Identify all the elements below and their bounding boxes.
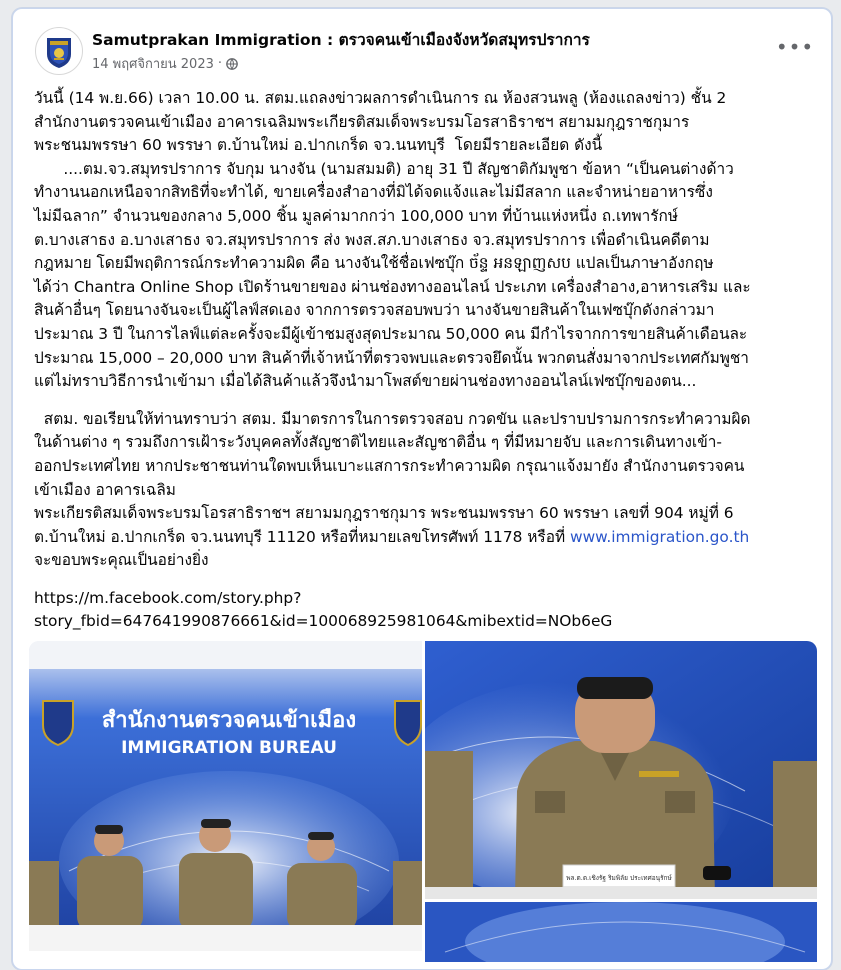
immigration-badge-icon [36, 28, 82, 74]
backdrop-title-th: สำนักงานตรวจคนเข้าเมือง [101, 708, 357, 733]
post-paragraph-1: วันนี้ (14 พ.ย.66) เวลา 10.00 น. สตม.แถลงข่าวผลการดำเนินการ ณ ห้องสวนพลู (ห้องแถลงข่าว) ชั้น 2 สำนักงานตรวจคนเข้าเมือง อาคารเฉลิมพระเกียรติสมเด็จพระบรมโอรสาธิราชฯ สยามมกุฎราชกุมาร พระชนมพรรษา 60 พรรษา ต.บ้านใหม่ อ.ปากเกร็ด จว.นนทบุรี โดยมีรายละเอียด ดังนี้ ....ตม.จว.สมุทรปราการ จับกุม นางจัน (นามสมมติ) อายุ 31 ปี สัญชาติกัมพูชา ข้อหา “เป็นคนต่างด้าว ทำงานนอกเหนือจากสิทธิที่จะทำได้, ขายเครื่องสำอางที่มิได้จดแจ้งและไม่มีสลาก และจำหน่ายอาหารซึ่ง ไม่มีฉลาก” จำนวนของกลาง 5,000 ชิ้น มูลค่ามากกว่า 100,000 บาท ที่บ้านแห่งหนึ่ง ถ.เทพารักษ์ ต.บางเสาธง อ.บางเสาธง จว.สมุทรปราการ ส่ง พงส.สภ.บางเสาธง จว.สมุทรปราการ เพื่อดำเนินคดีตาม กฎหมาย โดยมีพฤติการณ์กระทำความผิด คือ นางจันใช้ชื่อเฟซบุ๊ก ច័ន្ទ អនឡាញសប แปลเป็นภาษาอังกฤษ ได้ว่า Chantra Online Shop เปิดร้านขายของ ผ่านช่องทางออนไลน์ ประเภท เครื่องสำอาง,อาหารเสริม และ สินค้าอื่นๆ โดยนางจันจะเป็นผู้ไลฟ์สดเอง จากการตรวจสอบพบว่า นางจันขายสินค้าในเฟซบุ๊กดังกล่าวมา ประมาณ 3 ปี ในการไลฟ์แต่ละครั้งจะมีผู้เข้าชมสูงสุดประมาณ 50,000 คน มีกำไรจากการขายสินค้าเดือนละ ประมาณ 15,000 – 20,000 บาท สินค้าที่เจ้าหน้าที่ตรวจพบและตรวจยึดนั้น พวกตนสั่งมาจากประเทศกัมพูชา แต่ไม่ทราบวิธีการนำเข้ามา เมื่อได้สินค้าแล้วจึงนำมาโพสต์ขายผ่านช่องทางออนไลน์เฟซบุ๊กของตน... [34, 89, 751, 391]
post-meta [92, 53, 238, 74]
page-name[interactable]: Samutprakan Immigration : ตรวจคนเข้าเมืองจังหวัดสมุทรปราการ [92, 31, 590, 49]
globe-icon [226, 58, 238, 70]
post-paragraph-2 [34, 408, 819, 573]
backdrop-partial-image [425, 902, 817, 962]
photo-officer[interactable] [425, 641, 817, 899]
officer-image [425, 641, 817, 899]
post-paragraph-2-end: จะขอบพระคุณเป็นอย่างยิ่ง [34, 551, 209, 570]
story-link[interactable]: https://m.facebook.com/story.php? story_fbid=647641990876661&id=100068925981064&mibextid=NOb6eG [34, 588, 613, 631]
post-body [34, 87, 819, 634]
press-panel-image [29, 641, 422, 951]
immigration-website-link[interactable]: www.immigration.go.th [569, 527, 750, 546]
post-header [13, 9, 831, 79]
photo-backdrop-partial[interactable] [425, 902, 817, 962]
post-paragraph-2-text: สตม. ขอเรียนให้ท่านทราบว่า สตม. มีมาตรการในการตรวจสอบ กวดขัน และปราบปรามการกระทำความผิด ในด้านต่าง ๆ รวมถึงการเฝ้าระวังบุคคลทั้งสัญชาติไทยและสัญชาติอื่น ๆ ที่มีหมายจับ และการเดินทางเข้า- ออกประเทศไทย หากประชาชนท่านใดพบเห็นเบาะแสการกระทำความผิด กรุณาแจ้งมายัง สำนักงานตรวจคน เข้าเมือง อาคารเฉลิม พระเกียรติสมเด็จพระบรมโอรสาธิราชฯ สยามมกุฎราชกุมาร พระชนมพรรษา 60 พรรษา เลขที่ 904 หมู่ที่ 6 ต.บ้านใหม่ อ.ปากเกร็ด จว.นนทบุรี 11120 หรือที่หมายเลขโทรศัพท์ 1178 หรือที่ [34, 409, 751, 546]
backdrop-title-en: IMMIGRATION BUREAU [121, 738, 337, 758]
post-card [12, 8, 832, 970]
post-date[interactable]: 14 พฤศจิกายน 2023 [92, 57, 214, 72]
photo-press-panel[interactable] [29, 641, 422, 951]
photo-grid [29, 641, 817, 970]
meta-separator: · [217, 56, 223, 71]
page-avatar[interactable] [35, 27, 83, 75]
more-options-button[interactable] [777, 33, 813, 61]
more-dots-icon: ••• [775, 35, 815, 59]
officer-nameplate: พล.ต.ต.เชิงรัฐ ริมพิลัย ประเทศอนุรักษ์ [566, 874, 672, 882]
